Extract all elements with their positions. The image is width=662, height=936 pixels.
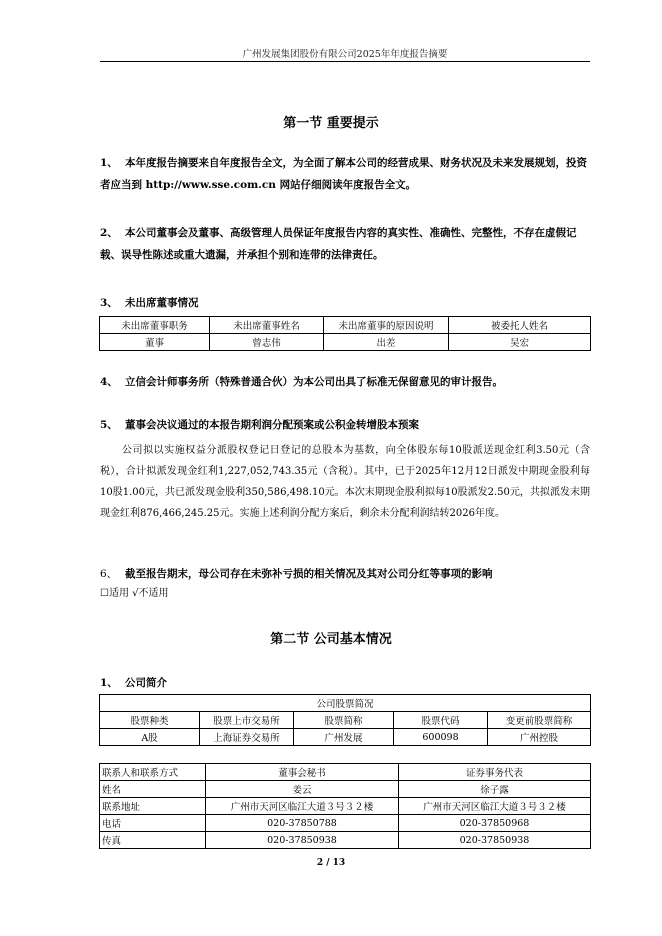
- item-2-number: 2、: [100, 227, 118, 239]
- item-2: [100, 222, 590, 266]
- item-6: [100, 563, 590, 585]
- table-cell: 吴宏: [449, 334, 591, 351]
- stock-info-table: [99, 694, 591, 746]
- item-company-profile: [100, 672, 590, 694]
- table-row: [100, 815, 591, 832]
- table-cell: 传真: [100, 832, 206, 849]
- table-header-cell: 联系人和联系方式: [100, 764, 206, 781]
- table-cell: 曾志伟: [210, 334, 324, 351]
- table-header-row: [100, 764, 591, 781]
- table-cell: 姓名: [100, 781, 206, 798]
- table-header-cell: 董事会秘书: [206, 764, 399, 781]
- table-cell: 020-37850938: [206, 832, 399, 849]
- table-header-row: [100, 317, 591, 334]
- page-number: 2 / 13: [316, 858, 346, 868]
- table-cell: 上海证券交易所: [200, 729, 294, 746]
- item-1-number: 1、: [100, 157, 118, 169]
- contact-info-table: [99, 763, 591, 849]
- item-5-number: 5、: [100, 419, 118, 431]
- table-caption: 公司股票简况: [100, 695, 591, 712]
- table-cell: 020-37850938: [399, 832, 591, 849]
- table-cell: 广州控股: [488, 729, 591, 746]
- table-row: [100, 729, 591, 746]
- item-2-text: 本公司董事会及董事、高级管理人员保证年度报告内容的真实性、准确性、完整性，不存在虚假记载、误导性陈述或重大遗漏，并承担个别和连带的法律责任。: [100, 227, 577, 261]
- table-cell: 联系地址: [100, 798, 206, 815]
- table-cell: 董事: [100, 334, 210, 351]
- company-profile-number: 1、: [100, 677, 118, 689]
- table-header-cell: 未出席董事的原因说明: [324, 317, 449, 334]
- table-row: [100, 798, 591, 815]
- table-header-cell: 股票代码: [394, 712, 488, 729]
- item-4-number: 4、: [100, 376, 118, 388]
- table-cell: 广州发展: [294, 729, 394, 746]
- item-4: [100, 371, 590, 393]
- table-cell: 020-37850788: [206, 815, 399, 832]
- table-cell: 姜云: [206, 781, 399, 798]
- table-cell: 徐子露: [399, 781, 591, 798]
- table-header-cell: 股票上市交易所: [200, 712, 294, 729]
- table-cell: 出差: [324, 334, 449, 351]
- table-row: [100, 781, 591, 798]
- table-cell: 电话: [100, 815, 206, 832]
- item-5-text: 董事会决议通过的本报告期利润分配预案或公积金转增股本预案: [125, 419, 419, 431]
- table-header-cell: 被委托人姓名: [449, 317, 591, 334]
- item-6-text: 截至报告期末，母公司存在未弥补亏损的相关情况及其对公司分红等事项的影响: [125, 568, 493, 580]
- table-header-cell: 变更前股票简称: [488, 712, 591, 729]
- profit-distribution-text: 公司拟以实施权益分派股权登记日登记的总股本为基数，向全体股东每10股派送现金红利3.50元（含税），合计拟派发现金红利1,227,052,743.35元（含税）。其中，已于2025年12月12日派发中期现金股利每10股1.00元，共已派发现金股利350,586,498.10元。本次末期现金股利拟每10股派发2.50元，共拟派发末期现金红利876,466,245.25元。实施上述利润分配方案后，剩余未分配利润结转2026年度。: [100, 445, 590, 519]
- table-header-cell: 股票种类: [100, 712, 200, 729]
- page-header: 广州发展集团股份有限公司2025年年度报告摘要: [242, 49, 448, 60]
- absent-directors-table: [99, 316, 591, 351]
- table-header-row: [100, 712, 591, 729]
- item-1: [100, 152, 590, 196]
- table-cell: A股: [100, 729, 200, 746]
- header-divider: [100, 61, 590, 62]
- item-4-text: 立信会计师事务所（特殊普通合伙）为本公司出具了标准无保留意见的审计报告。: [125, 376, 503, 388]
- table-header-cell: 未出席董事姓名: [210, 317, 324, 334]
- section1-title: 第一节 重要提示: [283, 116, 379, 131]
- item-3: [100, 292, 590, 314]
- table-cell: 广州市天河区临江大道３号３２楼: [206, 798, 399, 815]
- applicability-indicator: ☐适用 √不适用: [100, 588, 169, 599]
- table-row: [100, 832, 591, 849]
- item-1-text: 本年度报告摘要来自年度报告全文，为全面了解本公司的经营成果、财务状况及未来发展规划，投资者应当到 http://www.sse.com.cn 网站仔细阅读年度报告全文。: [100, 157, 587, 191]
- table-row: [100, 334, 591, 351]
- item-5: [100, 414, 590, 436]
- table-cell: 600098: [394, 729, 488, 746]
- table-header-cell: 股票简称: [294, 712, 394, 729]
- item-3-text: 未出席董事情况: [125, 297, 199, 309]
- table-cell: 020-37850968: [399, 815, 591, 832]
- company-profile-text: 公司简介: [125, 677, 167, 689]
- item-6-number: 6、: [100, 568, 118, 580]
- table-cell: 广州市天河区临江大道３号３２楼: [399, 798, 591, 815]
- section2-title: 第二节 公司基本情况: [270, 632, 392, 647]
- table-header-cell: 证券事务代表: [399, 764, 591, 781]
- item-3-number: 3、: [100, 297, 118, 309]
- table-header-cell: 未出席董事职务: [100, 317, 210, 334]
- table-caption-row: [100, 695, 591, 712]
